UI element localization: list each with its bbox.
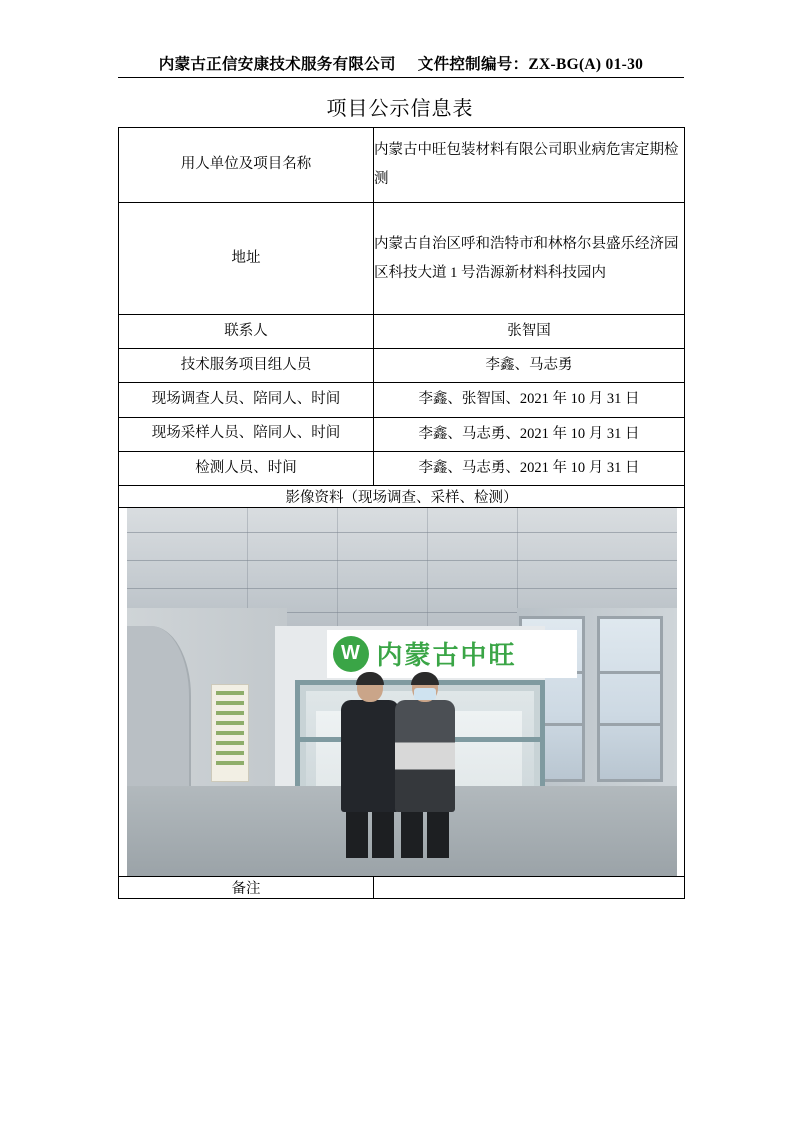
photo-person-legs xyxy=(401,812,449,858)
photo-person-body xyxy=(341,700,399,812)
table-row xyxy=(119,383,685,417)
header-divider xyxy=(118,77,684,78)
table-row xyxy=(119,128,685,203)
table-row-media-header xyxy=(119,485,685,507)
media-header: 影像资料（现场调查、采样、检测） xyxy=(119,485,685,507)
photo-person-legs xyxy=(346,812,394,858)
photo-window xyxy=(597,616,663,782)
table-row-photo xyxy=(119,507,685,876)
row-value-sampling: 李鑫、马志勇、2021 年 10 月 31 日 xyxy=(374,417,685,451)
table-row-remark xyxy=(119,876,685,898)
face-mask-icon xyxy=(414,688,436,700)
table-row xyxy=(119,203,685,315)
photo-person-body xyxy=(395,700,455,812)
photo-cell xyxy=(119,507,685,876)
row-label-survey: 现场调查人员、陪同人、时间 xyxy=(119,383,374,417)
row-label-contact: 联系人 xyxy=(119,315,374,349)
row-value-survey: 李鑫、张智国、2021 年 10 月 31 日 xyxy=(374,383,685,417)
row-label-team: 技术服务项目组人员 xyxy=(119,349,374,383)
photo-wall-poster xyxy=(211,684,249,782)
row-label-testing: 检测人员、时间 xyxy=(119,451,374,485)
row-label-address: 地址 xyxy=(119,203,374,315)
photo-person-left xyxy=(341,672,399,858)
photo-person-right xyxy=(395,672,455,858)
remark-label: 备注 xyxy=(119,876,374,898)
row-label-sampling: 现场采样人员、陪同人、时间 xyxy=(119,417,374,451)
header-company: 内蒙古正信安康技术服务有限公司 xyxy=(158,56,396,73)
company-banner-text: 内蒙古中旺 xyxy=(376,641,517,672)
page-title: 项目公示信息表 xyxy=(326,96,474,120)
company-logo-icon: W xyxy=(333,636,369,672)
header-doc-control: 文件控制编号：ZX-BG(A) 01-30 xyxy=(417,56,644,73)
site-photo xyxy=(127,508,677,876)
row-label-employer: 用人单位及项目名称 xyxy=(119,128,374,203)
row-value-address: 内蒙古自治区呼和浩特市和林格尔县盛乐经济园区科技大道 1 号浩源新材料科技园内 xyxy=(374,203,685,315)
table-row xyxy=(119,315,685,349)
row-value-team: 李鑫、马志勇 xyxy=(374,349,685,383)
photo-person-hair xyxy=(411,672,439,685)
row-value-contact: 张智国 xyxy=(374,315,685,349)
photo-person-hair xyxy=(356,672,384,685)
info-table xyxy=(118,127,685,899)
table-row xyxy=(119,349,685,383)
page-header xyxy=(118,52,684,74)
row-value-employer: 内蒙古中旺包装材料有限公司职业病危害定期检测 xyxy=(374,128,685,203)
table-row xyxy=(119,417,685,451)
remark-value xyxy=(374,876,685,898)
row-value-testing: 李鑫、马志勇、2021 年 10 月 31 日 xyxy=(374,451,685,485)
table-row xyxy=(119,451,685,485)
photo-company-banner xyxy=(327,630,577,678)
